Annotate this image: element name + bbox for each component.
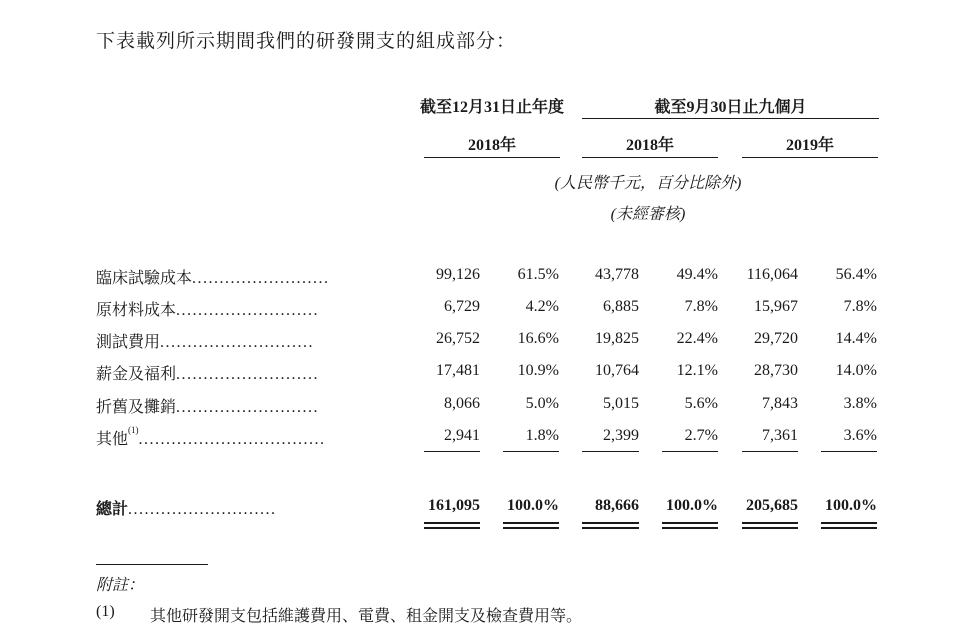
row5-v2: 2,399 (603, 427, 639, 444)
total-double-rule (582, 522, 639, 529)
row2-p1: 16.6% (517, 330, 559, 347)
row3-v1: 17,481 (436, 362, 480, 379)
leader-dots: .......................... (176, 366, 320, 383)
row-label-text: 折舊及攤銷 (96, 399, 177, 416)
row5-p1: 1.8% (525, 427, 559, 444)
leader-dots: ............................ (160, 334, 315, 351)
row5-v3: 7,361 (762, 427, 798, 444)
row3-p2: 12.1% (676, 362, 718, 379)
header-2018-annual: 2018年 (467, 137, 516, 154)
row4-v3: 7,843 (762, 395, 798, 412)
header-2018-nine: 2018年 (625, 137, 674, 154)
row1-p2: 7.8% (684, 298, 718, 315)
row2-v3: 29,720 (754, 330, 798, 347)
row1-v1: 6,729 (444, 298, 480, 315)
total-double-rule (742, 522, 798, 529)
row-label (96, 426, 398, 448)
total-v3: 205,685 (746, 497, 798, 514)
total-p3: 100.0% (825, 497, 877, 514)
total-double-rule (503, 522, 559, 529)
row-label (96, 394, 398, 416)
leader-dots: .......................... (176, 399, 320, 416)
row4-v2: 5,015 (603, 395, 639, 412)
note1-marker: (1) (96, 603, 115, 620)
row-label (96, 297, 398, 319)
subtotal-rule (582, 451, 639, 452)
total-p1: 100.0% (507, 497, 559, 514)
total-label-text: 總計 (96, 501, 129, 518)
total-v2: 88,666 (595, 497, 639, 514)
unit-note: (人民幣千元，百分比除外) (554, 175, 742, 192)
subtotal-rule (742, 451, 798, 452)
row2-v2: 19,825 (595, 330, 639, 347)
row4-v1: 8,066 (444, 395, 480, 412)
row4-p2: 5.6% (684, 395, 718, 412)
row0-p1: 61.5% (517, 266, 559, 283)
header-2019-nine: 2019年 (785, 137, 834, 154)
row0-v1: 99,126 (436, 266, 480, 283)
rule-nine-month-top (582, 118, 879, 119)
header-nine-month: 截至9月30日止九個月 (654, 99, 807, 116)
row-label-text: 臨床試驗成本 (96, 270, 193, 287)
note1-text: 其他研發開支包括維護費用、電費、租金開支及檢查費用等。 (150, 608, 583, 625)
row4-p3: 3.8% (843, 395, 877, 412)
row-label (96, 329, 398, 351)
notes-heading: 附註： (96, 577, 145, 594)
total-double-rule (662, 522, 718, 529)
rule-2018-nine (582, 157, 718, 158)
row-label-main: 其他 (96, 431, 129, 448)
intro-text: 下表載列所示期間我們的研發開支的組成部分： (96, 31, 517, 52)
notes-rule (96, 564, 208, 565)
row0-v2: 43,778 (595, 266, 639, 283)
row5-p3: 3.6% (843, 427, 877, 444)
leader-dots: ........................... (128, 501, 277, 518)
row5-p2: 2.7% (684, 427, 718, 444)
rule-2019-nine (742, 157, 878, 158)
total-v1: 161,095 (428, 497, 480, 514)
total-p2: 100.0% (666, 497, 718, 514)
rule-2018-annual (424, 157, 560, 158)
row-label-text: 薪金及福利 (96, 366, 177, 383)
row1-v2: 6,885 (603, 298, 639, 315)
total-double-rule (424, 522, 480, 529)
row3-v3: 28,730 (754, 362, 798, 379)
row0-p3: 56.4% (835, 266, 877, 283)
leader-dots: .......................... (176, 302, 320, 319)
header-year-end: 截至12月31日止年度 (420, 99, 565, 116)
row3-p3: 14.0% (835, 362, 877, 379)
leader-dots: .................................. (138, 431, 326, 448)
subtotal-rule (503, 451, 559, 452)
row2-v1: 26,752 (436, 330, 480, 347)
total-double-rule (821, 522, 877, 529)
row-label-text (96, 426, 139, 448)
row1-p3: 7.8% (843, 298, 877, 315)
row2-p2: 22.4% (676, 330, 718, 347)
row-label (96, 361, 398, 383)
row0-p2: 49.4% (676, 266, 718, 283)
subtotal-rule (424, 451, 480, 452)
row5-v1: 2,941 (444, 427, 480, 444)
row1-v3: 15,967 (754, 298, 798, 315)
subtotal-rule (821, 451, 877, 452)
subtotal-rule (662, 451, 718, 452)
row0-v3: 116,064 (746, 266, 798, 283)
row2-p3: 14.4% (835, 330, 877, 347)
leader-dots: ......................... (192, 270, 330, 287)
row1-p1: 4.2% (525, 298, 559, 315)
total-label (96, 496, 398, 518)
row-label (96, 265, 398, 287)
row-label-text: 測試費用 (96, 334, 161, 351)
footnote-ref: (1) (128, 426, 139, 435)
row3-v2: 10,764 (595, 362, 639, 379)
unaudited-note: (未經審核) (610, 206, 686, 223)
row-label-text: 原材料成本 (96, 302, 177, 319)
row3-p1: 10.9% (517, 362, 559, 379)
row4-p1: 5.0% (525, 395, 559, 412)
